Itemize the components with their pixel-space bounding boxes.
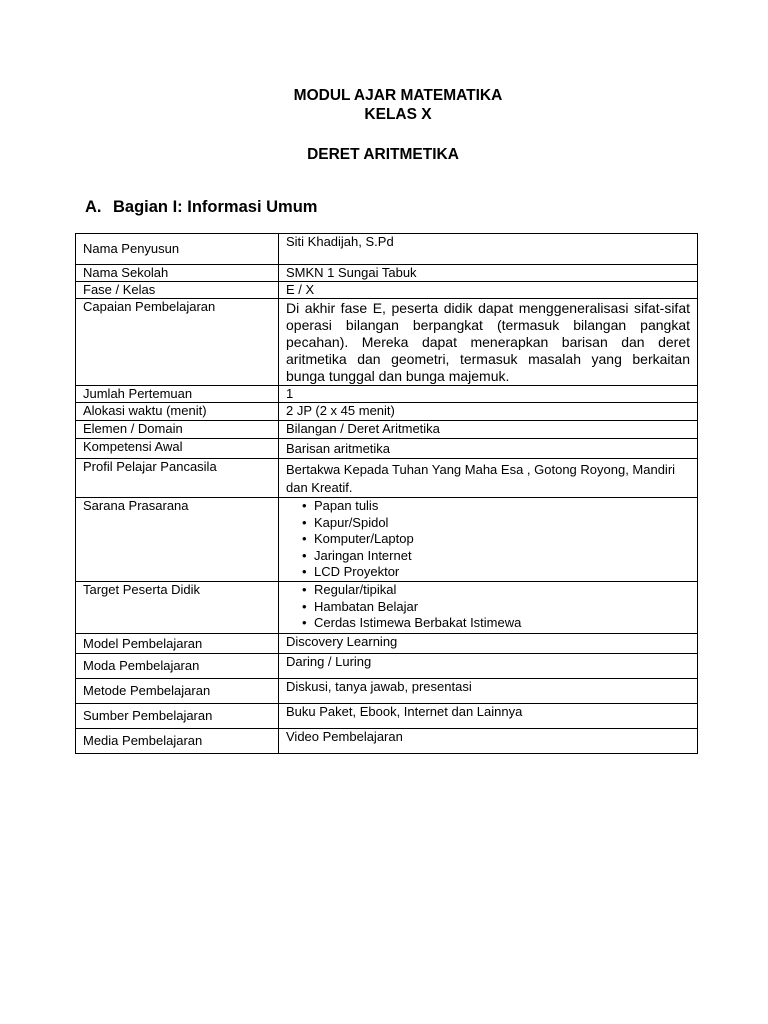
row-value: SMKN 1 Sungai Tabuk bbox=[279, 265, 698, 282]
row-value: Diskusi, tanya jawab, presentasi bbox=[279, 679, 698, 704]
list-item: • Komputer/Laptop bbox=[302, 531, 414, 547]
table-row bbox=[76, 421, 698, 439]
row-value bbox=[279, 299, 698, 386]
bullet-icon: • bbox=[302, 598, 307, 614]
document-title: MODUL AJAR MATEMATIKA bbox=[293, 87, 503, 104]
row-value: Buku Paket, Ebook, Internet dan Lainnya bbox=[279, 704, 698, 729]
row-label: Media Pembelajaran bbox=[76, 729, 279, 754]
list-item: • Hambatan Belajar bbox=[302, 598, 419, 614]
section-title: Bagian I: Informasi Umum bbox=[113, 198, 318, 216]
bullet-icon: • bbox=[302, 498, 307, 513]
table-row bbox=[76, 634, 698, 654]
list-item: • Cerdas Istimewa Berbakat Istimewa bbox=[302, 615, 522, 631]
list-item: • Papan tulis bbox=[302, 498, 379, 513]
table-row bbox=[76, 299, 698, 386]
row-value: Daring / Luring bbox=[279, 654, 698, 679]
row-label: Model Pembelajaran bbox=[76, 634, 279, 654]
bullet-icon: • bbox=[302, 564, 307, 580]
table-row bbox=[76, 265, 698, 282]
list-item: • Regular/tipikal bbox=[302, 582, 397, 597]
target-students-list bbox=[286, 582, 690, 632]
row-label: Metode Pembelajaran bbox=[76, 679, 279, 704]
row-value bbox=[279, 498, 698, 582]
row-label: Alokasi waktu (menit) bbox=[76, 403, 279, 421]
bullet-icon: • bbox=[302, 547, 307, 563]
row-label: Fase / Kelas bbox=[76, 282, 279, 299]
learning-outcome-text: Di akhir fase E, peserta didik dapat menggeneralisasi sifat-sifat operasi bilangan berpangkat (termasuk bilangan pangkat pecahan). Mereka dapat menerapkan barisan dan deret aritmetika dan geometri, termasuk masalah yang berkaitan bunga tunggal dan bunga majemuk. bbox=[286, 300, 690, 384]
table-row bbox=[76, 386, 698, 403]
section-letter: A. bbox=[85, 198, 102, 216]
row-value: E / X bbox=[279, 282, 698, 299]
bullet-icon: • bbox=[302, 615, 307, 631]
table-row bbox=[76, 679, 698, 704]
table-row bbox=[76, 704, 698, 729]
pancasila-profile-text: Bertakwa Kepada Tuhan Yang Maha Esa , Gotong Royong, Mandiri dan Kreatif. bbox=[286, 462, 676, 495]
list-item: • LCD Proyektor bbox=[302, 564, 400, 580]
bullet-icon: • bbox=[302, 531, 307, 547]
bullet-icon: • bbox=[302, 514, 307, 530]
table-row bbox=[76, 403, 698, 421]
row-label: Moda Pembelajaran bbox=[76, 654, 279, 679]
row-value bbox=[279, 459, 698, 498]
table-row bbox=[76, 654, 698, 679]
document-topic: DERET ARITMETIKA bbox=[307, 146, 459, 163]
row-label: Sumber Pembelajaran bbox=[76, 704, 279, 729]
row-value bbox=[279, 582, 698, 634]
bullet-icon: • bbox=[302, 582, 307, 597]
row-label: Kompetensi Awal bbox=[76, 439, 279, 459]
document-class: KELAS X bbox=[364, 106, 432, 123]
general-info-table bbox=[75, 233, 698, 754]
table-row bbox=[76, 459, 698, 498]
section-heading bbox=[85, 197, 317, 217]
row-value: Discovery Learning bbox=[279, 634, 698, 654]
row-label: Target Peserta Didik bbox=[76, 582, 279, 634]
row-label: Nama Penyusun bbox=[76, 234, 279, 265]
row-value: Bilangan / Deret Aritmetika bbox=[279, 421, 698, 439]
row-value: 1 bbox=[279, 386, 698, 403]
row-label: Elemen / Domain bbox=[76, 421, 279, 439]
table-row bbox=[76, 282, 698, 299]
table-row bbox=[76, 439, 698, 459]
table-row bbox=[76, 729, 698, 754]
row-label: Sarana Prasarana bbox=[76, 498, 279, 582]
facilities-list bbox=[286, 498, 690, 581]
table-row bbox=[76, 498, 698, 582]
row-value: Barisan aritmetika bbox=[279, 439, 698, 459]
row-label: Nama Sekolah bbox=[76, 265, 279, 282]
table-row bbox=[76, 582, 698, 634]
row-label: Capaian Pembelajaran bbox=[76, 299, 279, 386]
row-value: Siti Khadijah, S.Pd bbox=[279, 234, 698, 265]
row-value: Video Pembelajaran bbox=[279, 729, 698, 754]
list-item: • Jaringan Internet bbox=[302, 547, 412, 563]
row-label: Profil Pelajar Pancasila bbox=[76, 459, 279, 498]
table-row bbox=[76, 234, 698, 265]
row-value: 2 JP (2 x 45 menit) bbox=[279, 403, 698, 421]
row-label: Jumlah Pertemuan bbox=[76, 386, 279, 403]
list-item: • Kapur/Spidol bbox=[302, 514, 389, 530]
